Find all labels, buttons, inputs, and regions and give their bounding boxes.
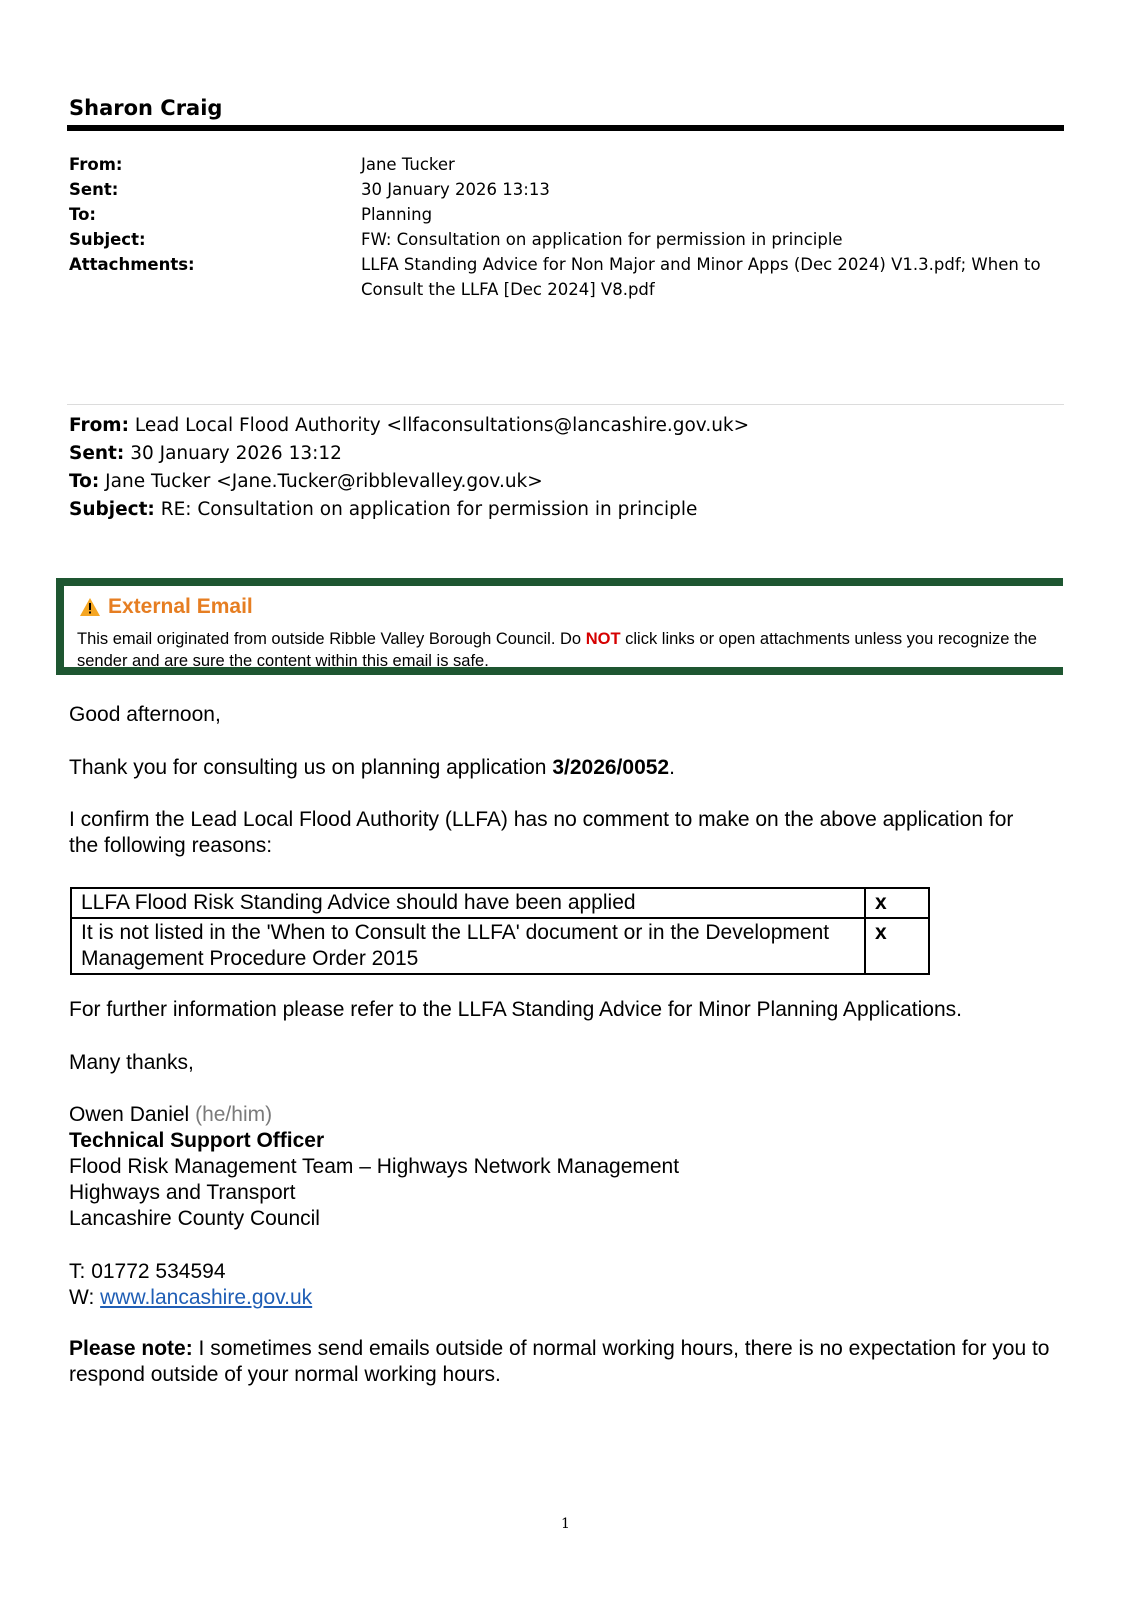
header-from-label: From: (69, 155, 123, 174)
signature-team: Flood Risk Management Team – Highways Network Management (69, 1155, 680, 1178)
email-header (69, 152, 1069, 302)
header-attachments-value[interactable]: LLFA Standing Advice for Non Major and Minor Apps (Dec 2024) V1.3.pdf; When to Consult the LLFA [Dec 2024] V8.pdf (361, 255, 1041, 299)
contact-block (69, 1259, 312, 1311)
signature-name: Owen Daniel (he/him) (69, 1103, 273, 1126)
header-sent-row (69, 177, 1069, 202)
reason-text: It is not listed in the 'When to Consult the LLFA' document or in the Development Management Procedure Order 2015 (71, 918, 865, 974)
forwarded-subject: Subject: RE: Consultation on application for permission in principle (69, 499, 698, 520)
header-subject-label: Subject: (69, 230, 146, 249)
signature-dept: Highways and Transport (69, 1181, 296, 1204)
further-info: For further information please refer to the LLFA Standing Advice for Minor Planning Applications. (69, 998, 963, 1021)
forwarded-from: From: Lead Local Flood Authority <llfaconsultations@lancashire.gov.uk> (69, 415, 750, 436)
table-row (71, 918, 929, 974)
signoff: Many thanks, (69, 1051, 194, 1074)
header-subject-row (69, 227, 1069, 252)
header-from-value: Jane Tucker (361, 155, 455, 174)
header-sent-label: Sent: (69, 180, 119, 199)
external-email-banner (56, 578, 1063, 675)
divider (67, 404, 1064, 405)
banner-title: External Email (80, 595, 253, 619)
page-number: 1 (561, 1516, 570, 1532)
table-row (71, 888, 929, 918)
please-note: Please note: I sometimes send emails outside of normal working hours, there is no expectation for you to respond outside of your normal working hours. (69, 1337, 1050, 1386)
signature-pronouns: (he/him) (195, 1103, 273, 1126)
header-to-row (69, 202, 1069, 227)
signature-title: Technical Support Officer (69, 1129, 325, 1152)
note-label: Please note: (69, 1337, 193, 1360)
signature-block (69, 1102, 679, 1232)
header-to-value: Planning (361, 205, 433, 224)
contact-web: W: www.lancashire.gov.uk (69, 1286, 313, 1309)
header-attachments-row (69, 252, 1069, 302)
header-subject-value: FW: Consultation on application for permission in principle (361, 230, 843, 249)
greeting: Good afternoon, (69, 703, 221, 726)
contact-phone: T: 01772 534594 (69, 1260, 226, 1283)
header-to-label: To: (69, 205, 96, 224)
mailbox-owner: Sharon Craig (69, 96, 223, 120)
warning-icon (80, 598, 100, 616)
banner-not-emphasis: NOT (585, 630, 621, 648)
reason-text: LLFA Flood Risk Standing Advice should have been applied (71, 888, 865, 918)
reasons-table (70, 887, 930, 975)
forwarded-header (69, 412, 749, 524)
header-attachments-label: Attachments: (69, 255, 195, 274)
reason-mark: x (865, 918, 929, 974)
thanks-line: Thank you for consulting us on planning application 3/2026/0052. (69, 756, 675, 779)
banner-text: This email originated from outside Ribble Valley Borough Council. Do NOT click links or open attachments unless you recognize the sender and are sure the content within this email is safe. (77, 630, 1037, 670)
header-rule (67, 125, 1064, 131)
forwarded-sent: Sent: 30 January 2026 13:12 (69, 443, 342, 464)
header-from-row (69, 152, 1069, 177)
signature-org: Lancashire County Council (69, 1207, 320, 1230)
application-ref: 3/2026/0052 (552, 756, 670, 779)
reason-mark: x (865, 888, 929, 918)
header-sent-value: 30 January 2026 13:13 (361, 180, 550, 199)
forwarded-to: To: Jane Tucker <Jane.Tucker@ribblevalley.gov.uk> (69, 471, 543, 492)
website-link[interactable]: www.lancashire.gov.uk (100, 1286, 313, 1309)
confirm-text: I confirm the Lead Local Flood Authority (LLFA) has no comment to make on the above application for the following reasons: (69, 808, 1014, 857)
